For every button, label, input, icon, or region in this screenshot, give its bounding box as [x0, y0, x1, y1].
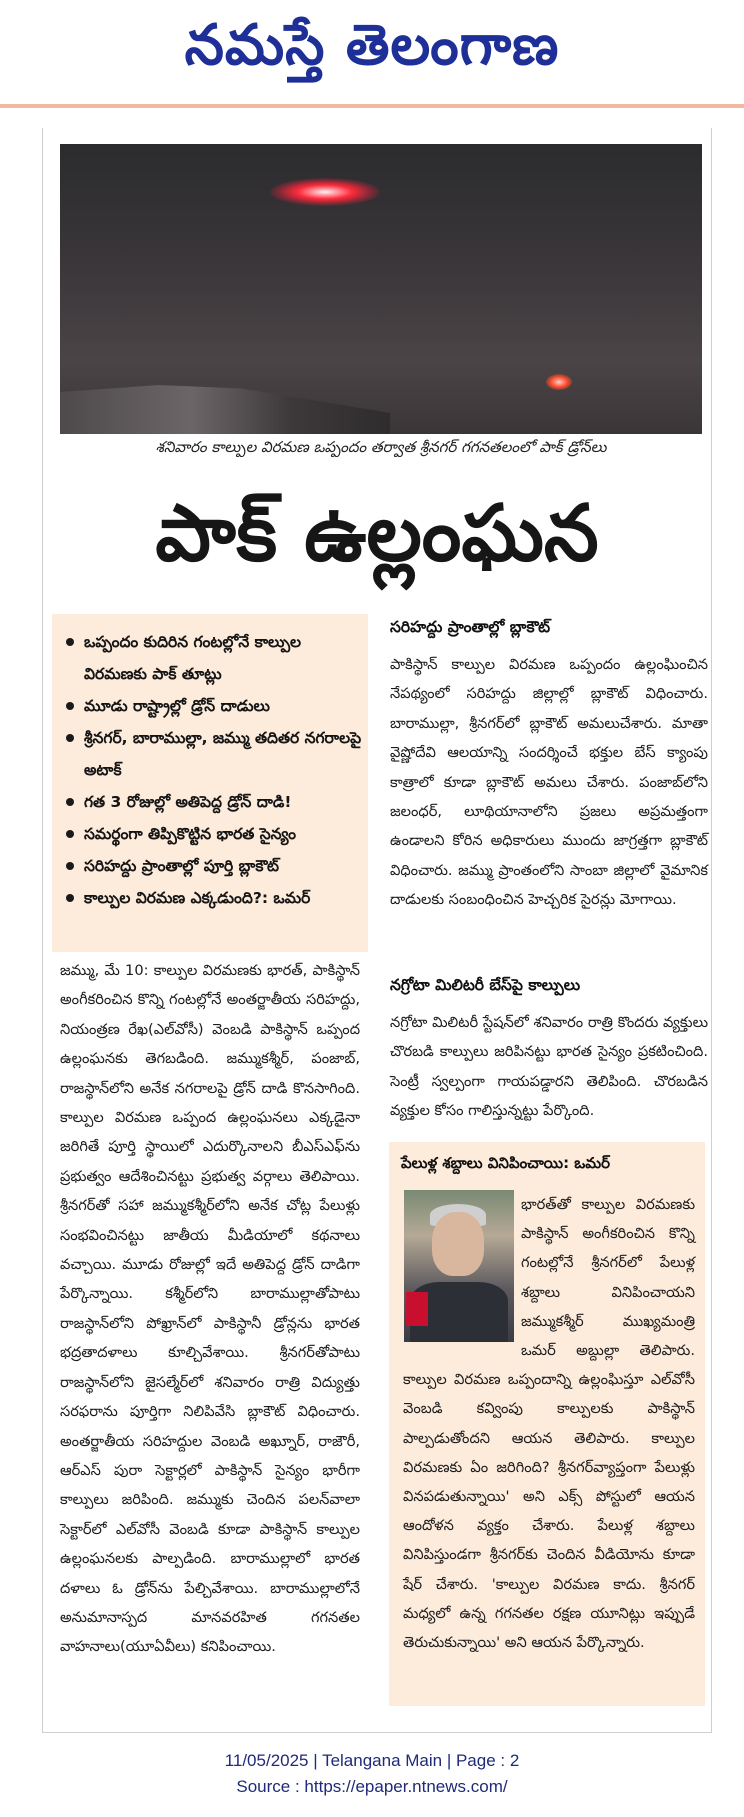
- masthead: [0, 0, 744, 110]
- highlight-item: సమర్థంగా తిప్పికొట్టిన భారత సైన్యం: [66, 818, 362, 850]
- rooftop-silhouette: [60, 364, 390, 434]
- bullet-icon: [66, 734, 74, 742]
- bullet-icon: [66, 894, 74, 902]
- subheading-blackout: సరిహద్దు ప్రాంతాల్లో బ్లాకౌట్: [390, 618, 551, 636]
- highlight-item: శ్రీనగర్, బారాముల్లా, జమ్ము తదితర నగరాలపై అటాక్: [66, 722, 362, 786]
- subheading-nagrota: నగ్రోటా మిలిటరీ బేస్‌పై కాల్పులు: [390, 976, 581, 994]
- drone-light-large: [270, 178, 380, 206]
- bullet-icon: [66, 830, 74, 838]
- masthead-divider: [0, 104, 744, 108]
- highlight-item: సరిహద్దు ప్రాంతాల్లో పూర్తి బ్లాకౌట్: [66, 850, 362, 882]
- sidebar-body: భారత్‌తో కాల్పుల విరమణకు పాకిస్థాన్ అంగీకరించిన కొన్ని గంటల్లోనే శ్రీనగర్‌లో పేలుళ్ల శబ్దాలు వినిపించాయని జమ్ముకశ్మీర్ ముఖ్యమంత్రి ఒమర్ అబ్దుల్లా తెలిపారు. కాల్పుల విరమణ ఒప్పందాన్ని ఉల్లంఘిస్తూ ఎల్‌వోసీ వెంబడి కవ్వింపు కాల్పులకు పాకిస్థాన్ పాల్పడుతోందని ఆయన తెలిపారు. కాల్పుల విరమణకు ఏం జరిగింది? శ్రీనగర్‌వ్యాప్తంగా పేలుళ్లు వినపడుతున్నాయి' అని ఎక్స్ పోస్టులో ఆయన ఆందోళన వ్యక్తం చేశారు. పేలుళ్ల శబ్దాలు వినిపిస్తుండగా శ్రీనగర్‌కు చెందిన వీడియోను కూడా షేర్ చేశారు. 'కాల్పుల విరమణ కాదు. శ్రీనగర్ మధ్యలో ఉన్న గగనతల రక్షణ యూనిట్లు ఇప్పుడే తెరుచుకున్నాయి' అని ఆయన పేర్కొన్నారు.: [403, 1196, 695, 1652]
- highlight-item: కాల్పుల విరమణ ఎక్కడుంది?: ఒమర్: [66, 882, 362, 914]
- sidebar-heading: పేలుళ్ల శబ్దాలు వినిపించాయి: ఒమర్: [401, 1154, 611, 1172]
- article-body-blackout: పాకిస్థాన్ కాల్పుల విరమణ ఒప్పందం ఉల్లంఘించిన నేపథ్యంలో సరిహద్దు జిల్లాల్లో బ్లాకౌట్ విధించారు. బారాముల్లా, శ్రీనగర్‌లో బ్లాకౌట్ అమలుచేశారు. మాతా వైష్ణోదేవి ఆలయాన్ని సందర్శించే భక్తుల బేస్ క్యాంపు కాత్రాలో కూడా బ్లాకౌట్ అమలు చేశారు. పంజాబ్‌లోని జలంధర్, లూథియానాలోని ప్రజలు అప్రమత్తంగా ఉండాలని కోరిన అధికారులు ముందు జాగ్రత్తగా బ్లాకౌట్ విధించారు. జమ్ము ప్రాంతంలోని సాంబా జిల్లాలో వైమానిక దాడులకు సంబంధించిన హెచ్చరిక సైరన్లు మోగాయి.: [390, 656, 708, 909]
- highlights-box: [52, 614, 368, 952]
- footer: [0, 1748, 744, 1800]
- highlight-item: మూడు రాష్ట్రాల్లో డ్రోన్ దాడులు: [66, 690, 362, 722]
- bullet-icon: [66, 798, 74, 806]
- photo-spacer: [403, 1190, 521, 1340]
- omar-sidebar-box: [389, 1142, 705, 1706]
- footer-dateline: 11/05/2025 | Telangana Main | Page : 2: [224, 1751, 520, 1770]
- bullet-icon: [66, 862, 74, 870]
- highlight-item: గత 3 రోజుల్లో అతిపెద్ద డ్రోన్ దాడి!: [66, 786, 362, 818]
- newspaper-title: నమస్తే తెలంగాణ: [184, 12, 560, 78]
- photo-caption: శనివారం కాల్పుల విరమణ ఒప్పందం తర్వాత శ్రీనగర్ గగనతలంలో పాక్ డ్రోన్‌లు: [155, 438, 607, 456]
- article-body-nagrota: నగ్రోటా మిలిటరీ స్టేషన్‌లో శనివారం రాత్రి కొందరు వ్యక్తులు చొరబడి కాల్పులు జరిపినట్టు భారత సైన్యం ప్రకటించింది. సెంట్రీ స్వల్పంగా గాయపడ్డారని తెలిపింది. చొరబడిన వ్యక్తుల కోసం గాలిస్తున్నట్టు పేర్కొంది.: [390, 1014, 708, 1120]
- sidebar-body-wrap: [403, 1190, 695, 1657]
- highlight-item: ఒప్పందం కుదిరిన గంటల్లోనే కాల్పుల విరమణకు పాక్ తూట్లు: [66, 626, 362, 690]
- bullet-icon: [66, 638, 74, 646]
- article-body-left: జమ్ము, మే 10: కాల్పుల విరమణకు భారత్, పాకిస్థాన్ అంగీకరించిన కొన్ని గంటల్లోనే అంతర్జాతీయ సరిహద్దు, నియంత్రణ రేఖ(ఎల్‌వోసీ) వెంబడి పాకిస్థాన్ ఒప్పంద ఉల్లంఘనకు తెగబడింది. జమ్ముకశ్మీర్, పంజాబ్, రాజస్థాన్‌లోని అనేక నగరాలపై డ్రోన్ దాడి కొనసాగింది. కాల్పుల విరమణ ఒప్పంద ఉల్లంఘనలు ఎక్కడైనా జరిగితే పూర్తి స్థాయిలో ఎదుర్కొనాలని బీఎస్‌ఎఫ్‌ను ప్రభుత్వం ఆదేశించినట్టు ప్రభుత్వ వర్గాలు తెలిపాయి. శ్రీనగర్‌తో సహా జమ్ముకశ్మీర్‌లోని అనేక చోట్ల పేలుళ్లు సంభవించినట్టు జాతీయ మీడియాలో కథనాలు వచ్చాయి. మూడు రోజుల్లో ఇదే అతిపెద్ద డ్రోన్ దాడిగా పేర్కొన్నాయి. కశ్మీర్‌లోని బారాముల్లాతోపాటు రాజస్థాన్‌లోని పోఖ్రాన్‌లో పాకిస్థానీ డ్రోన్లను భారత భద్రతాదళాలు కూల్చివేశాయి. శ్రీనగర్‌తోపాటు రాజస్థాన్‌లోని జైసల్మేర్‌లో శనివారం రాత్రి విద్యుత్తు సరఫరాను పూర్తిగా నిలిపివేసి బ్లాకౌట్ విధించారు. అంతర్జాతీయ సరిహద్దుల వెంబడి అఖ్నూర్, రాజౌరీ, ఆర్‌ఎస్ పురా సెక్టార్లలో పాకిస్థాన్ సైన్యం భారీగా కాల్పులు జరిపింది. జమ్ముకు చెందిన పలన్‌వాలా సెక్టార్‌లో ఎల్‌వోసీ వెంబడి కూడా పాకిస్థాన్ కాల్పుల ఉల్లంఘనలకు పాల్పడింది. బారాముల్లాలో భారత దళాలు ఓ డ్రోన్‌ను పేల్చివేశాయి. బారాముల్లాలోనే అనుమానాస్పద మానవరహిత గగనతల వాహనాలు(యూఏవీలు) కనిపించాయి.: [60, 962, 360, 1656]
- news-photo: [60, 144, 702, 434]
- drone-light-small: [546, 374, 572, 390]
- bullet-icon: [66, 702, 74, 710]
- headline: పాక్ ఉల్లంఘన: [155, 489, 599, 579]
- footer-source: Source : https://epaper.ntnews.com/: [236, 1777, 508, 1796]
